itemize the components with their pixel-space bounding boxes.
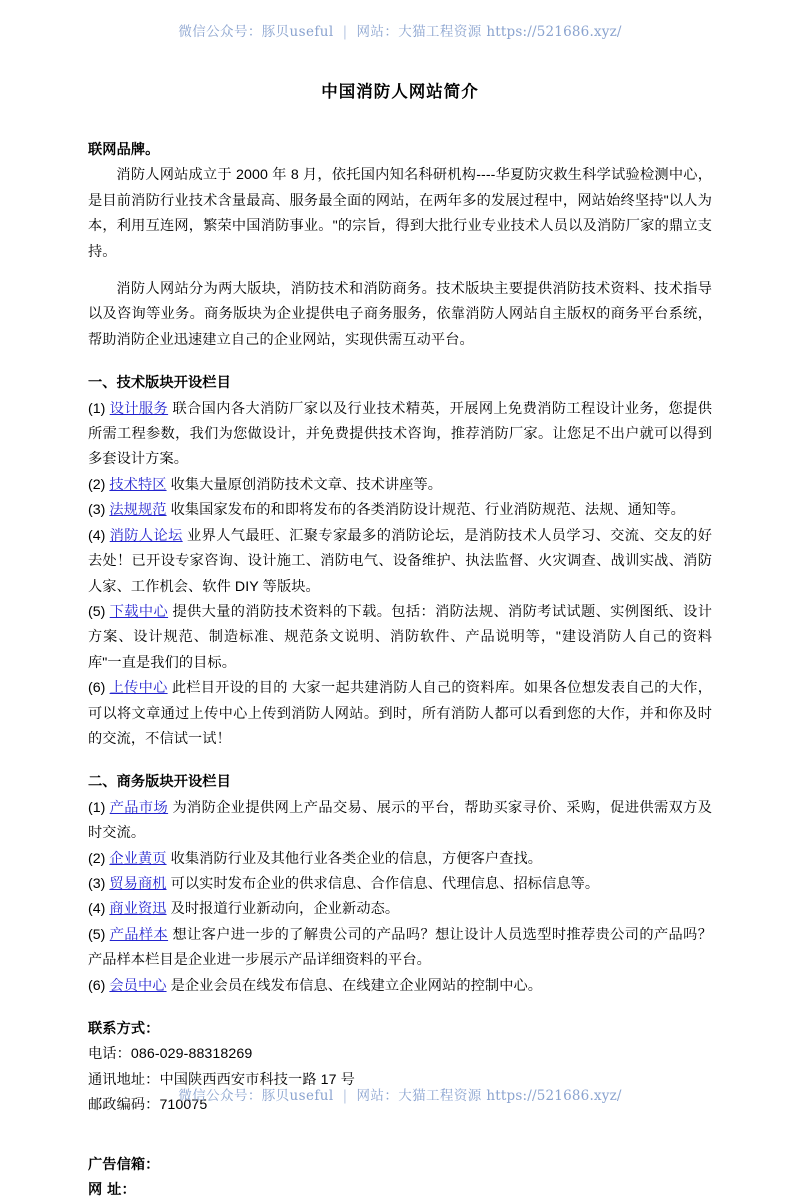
item-number: (4) [88,527,106,544]
section-1-item-3 [88,498,712,523]
link-business-news[interactable]: 商业资迅 [109,901,167,918]
link-design-service[interactable]: 设计服务 [109,400,169,417]
item-text: 提供大量的消防技术资料的下载。包括：消防法规、消防考试试题、实例图纸、设计方案、设计规范、制造标准、规范条文说明、消防软件、产品说明等，"建设消防人自己的资料库"一直是我们的目标。 [88,603,713,671]
link-firefighter-forum[interactable]: 消防人论坛 [109,527,183,544]
section-1-item-2 [88,473,712,498]
item-number: (5) [88,603,106,620]
link-regulations[interactable]: 法规规范 [109,502,167,519]
lead-bold-line: 联网品牌。 [88,142,160,158]
section-1-heading: 一、技术版块开设栏目 [88,375,231,392]
item-text: 收集大量原创消防技术文章、技术讲座等。 [170,476,443,493]
ad-mailbox-label: 广告信箱： [88,1156,160,1173]
website-label-part2: 址： [107,1182,136,1199]
contact-postcode: 邮政编码：710075 [88,1097,208,1114]
link-member-center[interactable]: 会员中心 [109,977,167,994]
item-number: (1) [88,799,106,816]
item-text: 收集消防行业及其他行业各类企业的信息，方便客户查找。 [170,850,543,867]
section-1-item-6 [88,676,712,752]
section-2-item-1 [88,796,712,847]
intro-paragraph-2: 消防人网站分为两大版块，消防技术和消防商务。技术版块主要提供消防技术资料、技术指导以及咨询等业务。商务版块为企业提供电子商务服务，依靠消防人网站自主版权的商务平台系统，帮助消防企业迅速建立自己的企业网站，实现供需互动平台。 [88,281,712,348]
section-1-item-1 [88,397,712,473]
item-number: (4) [88,901,106,918]
item-number: (6) [88,680,106,697]
link-yellow-pages[interactable]: 企业黄页 [109,850,167,867]
watermark-separator: | [342,24,348,40]
item-text: 业界人气最旺、汇聚专家最多的消防论坛，是消防技术人员学习、交流、交友的好去处！已开设专家咨询、设计施工、消防电气、设备维护、执法监督、火灾调查、战训实战、消防人家、工作机会、软件 DIY 等版块。 [88,527,713,595]
item-number: (2) [88,476,106,493]
link-product-market[interactable]: 产品市场 [109,799,169,816]
watermark-wechat-label: 微信公众号：豚贝useful [178,1088,334,1104]
section-2-heading: 二、商务版块开设栏目 [88,774,231,791]
website-label-part1: 网 [88,1182,108,1199]
watermark-wechat-label: 微信公众号：豚贝useful [178,24,334,40]
section-2-item-6 [88,974,712,999]
item-number: (6) [88,977,106,994]
item-text: 此栏目开设的目的 大家一起共建消防人自己的资料库。如果各位想发表自己的大作，可以将文章通过上传中心上传到消防人网站。到时，所有消防人都可以看到您的大作，并和你及时的交流，不信试一试！ [88,680,712,747]
watermark-site-label: 网站：大猫工程资源 [356,24,482,40]
watermark-url: https://521686.xyz/ [486,24,622,40]
link-download-center[interactable]: 下载中心 [109,603,169,620]
watermark-url: https://521686.xyz/ [486,1088,622,1104]
item-text: 是企业会员在线发布信息、在线建立企业网站的控制中心。 [170,977,543,994]
link-upload-center[interactable]: 上传中心 [109,680,168,697]
link-tech-zone[interactable]: 技术特区 [109,476,167,493]
watermark-header [0,20,800,40]
website-label [88,1178,712,1203]
link-trade-opportunities[interactable]: 贸易商机 [109,875,167,892]
item-number: (5) [88,926,106,943]
contact-address: 通讯地址：中国陕西西安市科技一路 17 号 [88,1071,355,1088]
item-number: (3) [88,875,106,892]
contact-heading: 联系方式： [88,1021,160,1037]
item-number: (1) [88,400,106,417]
watermark-separator: | [342,1088,348,1104]
section-2-item-2 [88,847,712,872]
item-text: 可以实时发布企业的供求信息、合作信息、代理信息、招标信息等。 [170,875,600,892]
section-1-item-5 [88,600,712,676]
watermark-site-label: 网站：大猫工程资源 [356,1088,482,1104]
item-text: 为消防企业提供网上产品交易、展示的平台，帮助买家寻价、采购，促进供需双方及时交流。 [88,799,713,842]
item-number: (3) [88,502,106,519]
section-1-item-4 [88,524,712,600]
item-text: 及时报道行业新动向，企业新动态。 [170,901,400,918]
item-text: 想让客户进一步的了解贵公司的产品吗？想让设计人员选型时推荐贵公司的产品吗？产品样本栏目是企业进一步展示产品详细资料的平台。 [88,926,713,969]
item-text: 联合国内各大消防厂家以及行业技术精英，开展网上免费消防工程设计业务，您提供所需工程参数，我们为您做设计，并免费提供技术咨询，推荐消防厂家。让您足不出户就可以得到多套设计方案。 [88,400,713,468]
intro-paragraph-1: 消防人网站成立于 2000 年 8 月，依托国内知名科研机构----华夏防灾救生科学试验检测中心，是目前消防行业技术含量最高、服务最全面的网站，在两年多的发展过程中，网站始终坚持"以人为本，利用互连网，繁荣中国消防事业。"的宗旨，得到大批行业专业技术人员以及消防厂家的鼎立支持。 [88,167,712,260]
item-number: (2) [88,850,106,867]
item-text: 收集国家发布的和即将发布的各类消防设计规范、行业消防规范、法规、通知等。 [170,502,685,519]
section-2-item-5 [88,923,712,974]
page-title: 中国消防人网站简介 [321,83,479,101]
document-content [88,80,712,1203]
watermark-footer [0,1084,800,1104]
contact-phone: 电话：086-029-88318269 [88,1046,253,1063]
link-product-catalog[interactable]: 产品样本 [109,926,169,943]
section-2-item-4 [88,897,712,922]
section-2-item-3 [88,872,712,897]
